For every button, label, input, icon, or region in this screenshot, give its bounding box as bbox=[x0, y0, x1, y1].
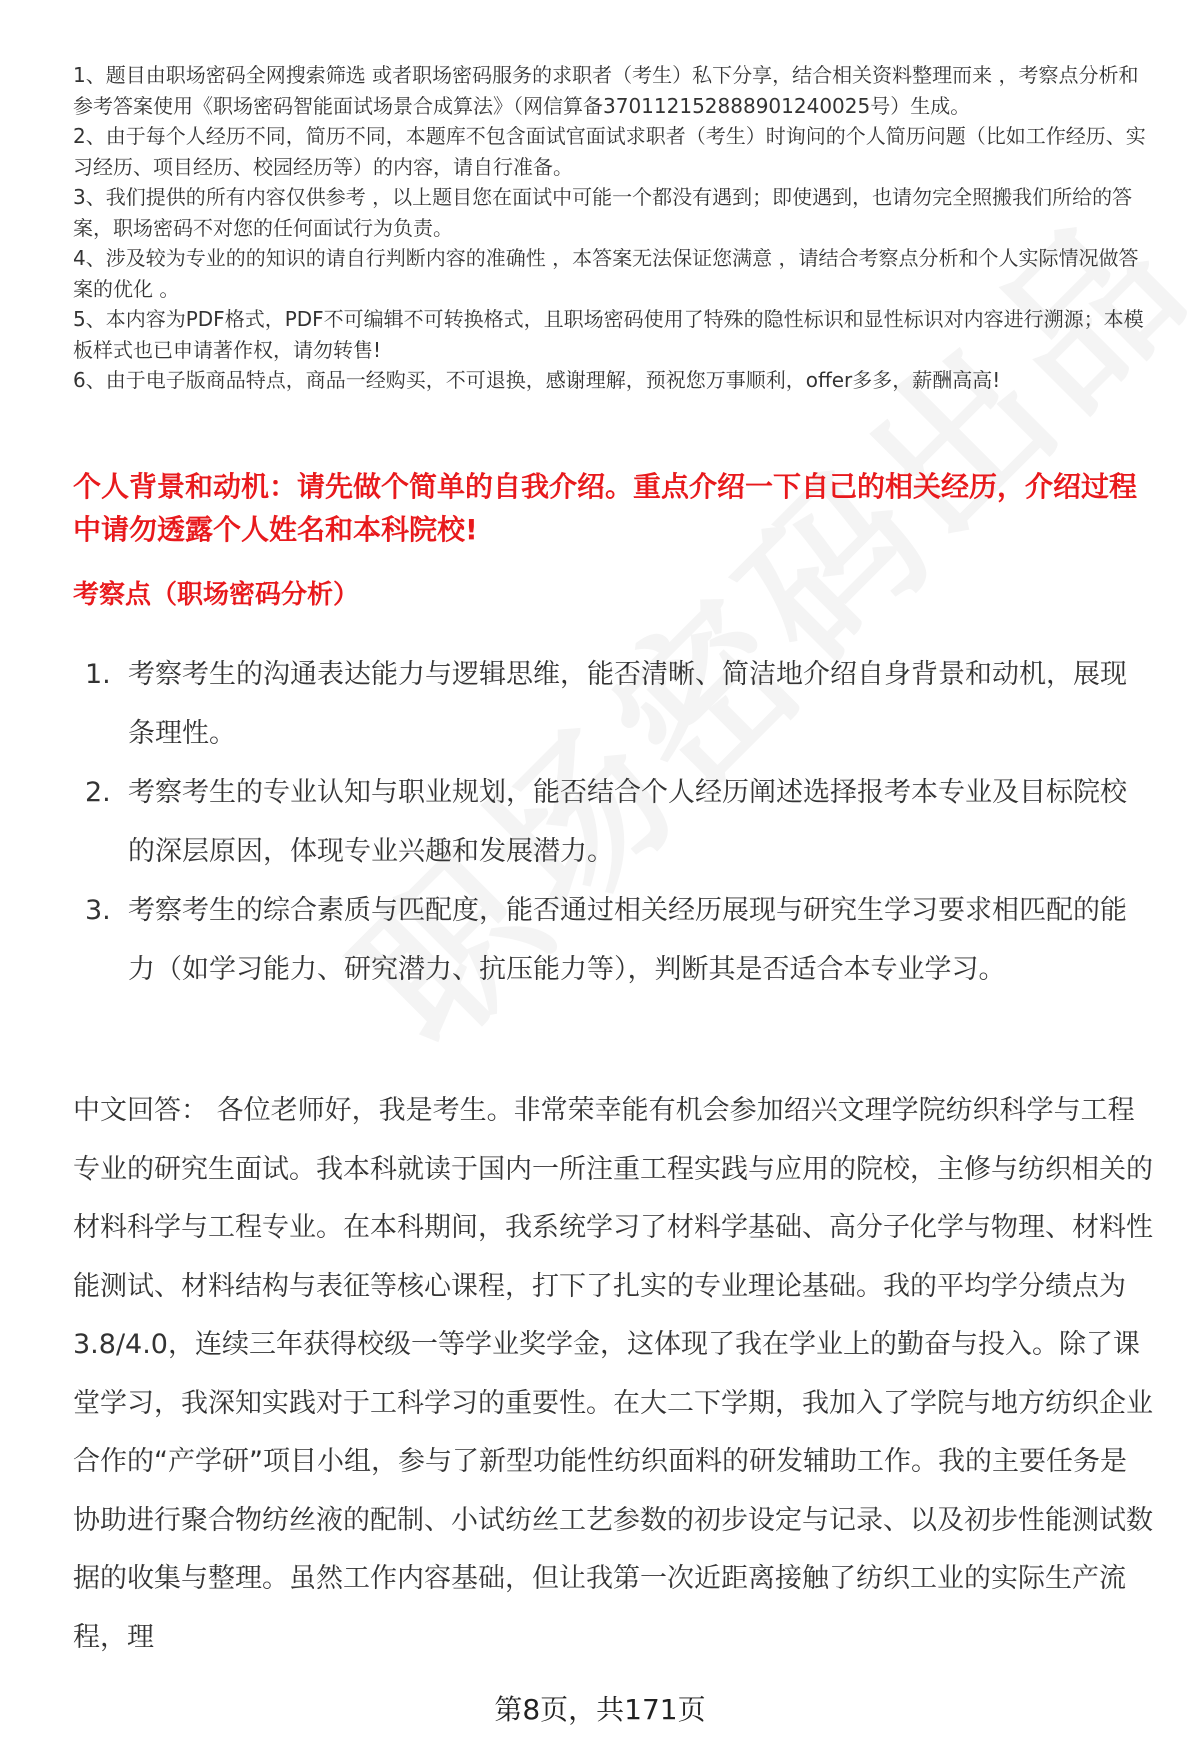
analysis-points-list bbox=[73, 645, 1153, 999]
notice-item: 2、由于每个人经历不同，简历不同，本题库不包含面试官面试求职者（考生）时询问的个人简历问题（比如工作经历、实习经历、项目经历、校园经历等）的内容，请自行准备。 bbox=[73, 124, 1146, 179]
notice-item: 4、涉及较为专业的的知识的请自行判断内容的准确性 ，本答案无法保证您满意 ，请结合考察点分析和个人实际情况做答案的优化 。 bbox=[73, 246, 1139, 301]
analysis-point bbox=[73, 763, 1153, 881]
point-number: 1. bbox=[85, 659, 111, 690]
page-number: 第8页，共171页 bbox=[494, 1693, 706, 1726]
point-text: 考察考生的综合素质与匹配度，能否通过相关经历展现与研究生学习要求相匹配的能力（如学习能力、研究潜力、抗压能力等），判断其是否适合本专业学习。 bbox=[128, 895, 1127, 985]
answer-paragraph: 中文回答： 各位老师好，我是考生。非常荣幸能有机会参加绍兴文理学院纺织科学与工程专业的研究生面试。我本科就读于国内一所注重工程实践与应用的院校，主修与纺织相关的材料科学与工程专业。在本科期间，我系统学习了材料学基础、高分子化学与物理、材料性能测试、材料结构与表征等核心课程，打下了扎实的专业理论基础。我的平均学分绩点为3.8/4.0，连续三年获得校级一等学业奖学金，这体现了我在学业上的勤奋与投入。除了课堂学习，我深知实践对于工科学习的重要性。在大二下学期，我加入了学院与地方纺织企业合作的“产学研”项目小组，参与了新型功能性纺织面料的研发辅助工作。我的主要任务是协助进行聚合物纺丝液的配制、小试纺丝工艺参数的初步设定与记录、以及初步性能测试数据的收集与整理。虽然工作内容基础，但让我第一次近距离接触了纺织工业的实际生产流程，理 bbox=[73, 1095, 1153, 1653]
analysis-title: 考察点（职场密码分析） bbox=[73, 580, 360, 610]
notice-item: 6、由于电子版商品特点，商品一经购买，不可退换，感谢理解，预祝您万事顺利，offer多多，薪酬高高! bbox=[73, 368, 1001, 392]
notice-item: 5、本内容为PDF格式，PDF不可编辑不可转换格式，且职场密码使用了特殊的隐性标识和显性标识对内容进行溯源；本模板样式也已申请著作权，请勿转售! bbox=[73, 307, 1144, 362]
point-text: 考察考生的专业认知与职业规划，能否结合个人经历阐述选择报考本专业及目标院校的深层原因，体现专业兴趣和发展潜力。 bbox=[128, 777, 1127, 867]
notice-item: 3、我们提供的所有内容仅供参考 ，以上题目您在面试中可能一个都没有遇到；即使遇到，也请勿完全照搬我们所给的答案，职场密码不对您的任何面试行为负责。 bbox=[73, 185, 1133, 240]
point-text: 考察考生的沟通表达能力与逻辑思维，能否清晰、简洁地介绍自身背景和动机，展现条理性。 bbox=[128, 659, 1127, 749]
interview-question: 个人背景和动机：请先做个简单的自我介绍。重点介绍一下自己的相关经历，介绍过程中请勿透露个人姓名和本科院校! bbox=[73, 470, 1138, 546]
point-number: 2. bbox=[85, 777, 111, 808]
analysis-point bbox=[73, 881, 1153, 999]
point-number: 3. bbox=[85, 895, 111, 926]
notice-section bbox=[73, 60, 1153, 396]
analysis-point bbox=[73, 645, 1153, 763]
notice-item: 1、题目由职场密码全网搜索筛选 或者职场密码服务的求职者（考生）私下分享，结合相关资料整理而来 ，考察点分析和参考答案使用《职场密码智能面试场景合成算法》（网信算备370112152888901240025号）生成。 bbox=[73, 63, 1139, 118]
